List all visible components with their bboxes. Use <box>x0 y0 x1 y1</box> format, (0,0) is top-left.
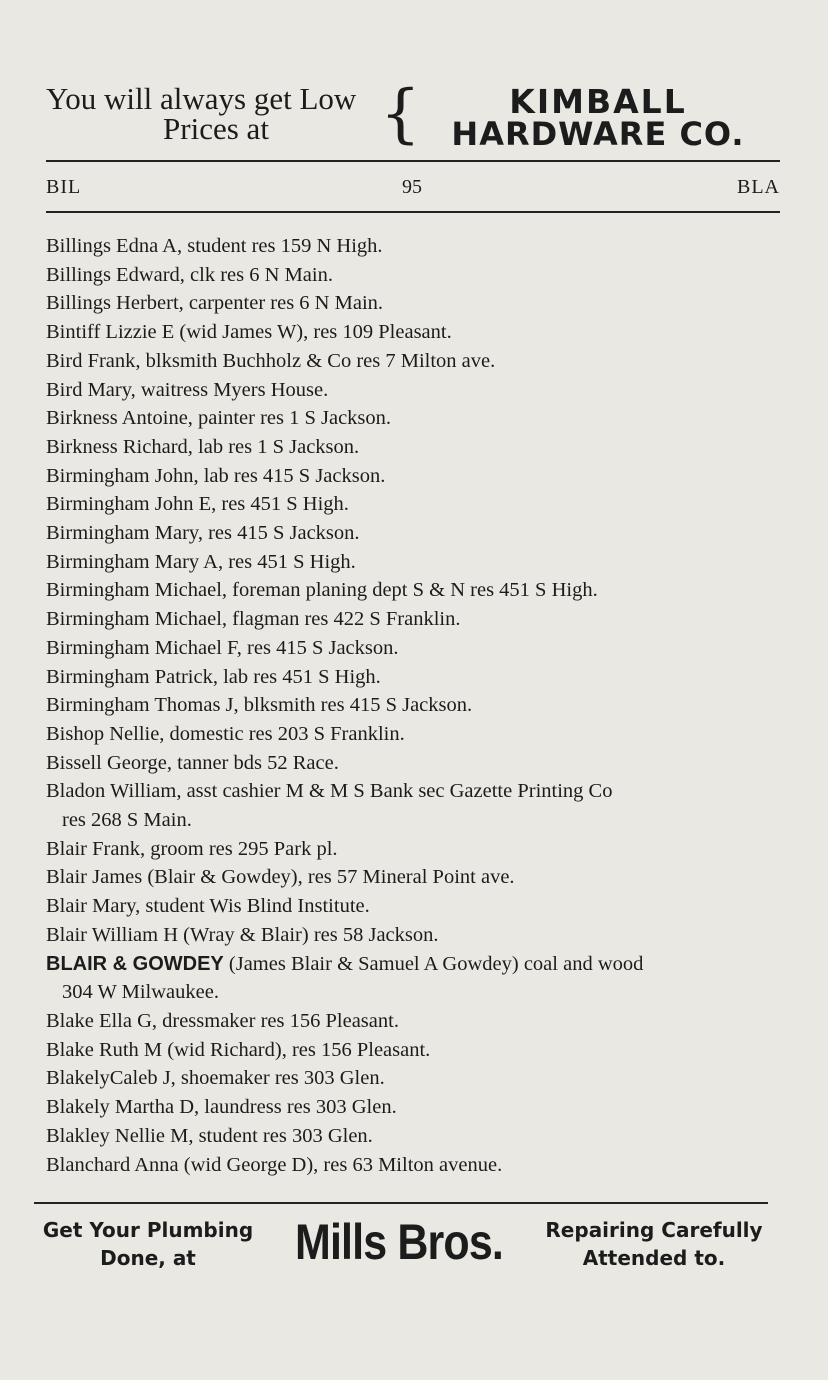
directory-entry <box>36 347 796 376</box>
directory-entry <box>36 404 796 433</box>
directory-entry <box>36 490 796 519</box>
entry-text: Birkness Richard, lab res 1 S Jackson. <box>46 435 360 458</box>
entry-text: Birmingham Patrick, lab res 451 S High. <box>46 665 381 688</box>
bottom-ad-left <box>30 1216 266 1272</box>
top-ad-company-line2: HARDWARE CO. <box>451 115 745 153</box>
top-ad-slogan <box>46 81 386 146</box>
entry-text: Blakely Martha D, laundress res 303 Glen. <box>46 1096 397 1119</box>
directory-entry <box>36 376 796 405</box>
top-ad-company-line1: KIMBALL <box>509 82 687 121</box>
directory-entries <box>36 232 796 1179</box>
entry-text: Birmingham Michael F, res 415 S Jackson. <box>46 636 399 659</box>
entry-text: Billings Edward, clk res 6 N Main. <box>46 263 333 286</box>
bottom-ad-left-line1: Get Your Plumbing <box>42 1218 254 1242</box>
directory-entry <box>36 777 796 834</box>
directory-entry <box>36 1093 796 1122</box>
entry-text: Bird Mary, waitress Myers House. <box>46 378 329 401</box>
bottom-ad-left-line2: Done, at <box>100 1246 196 1270</box>
directory-entry <box>36 261 796 290</box>
directory-entry <box>36 1122 796 1151</box>
entry-text: Billings Herbert, carpenter res 6 N Main. <box>46 292 384 315</box>
entry-text: Blake Ella G, dressmaker res 156 Pleasant. <box>46 1009 399 1032</box>
entry-text: Blair Frank, groom res 295 Park pl. <box>46 837 338 860</box>
top-advertisement <box>0 77 828 154</box>
directory-entry <box>36 519 796 548</box>
directory-entry <box>36 318 796 347</box>
directory-entry <box>36 1151 796 1180</box>
entry-text: Blair James (Blair & Gowdey), res 57 Mineral Point ave. <box>46 866 515 889</box>
directory-entry <box>36 289 796 318</box>
entry-text: Blanchard Anna (wid George D), res 63 Milton avenue. <box>46 1153 503 1176</box>
top-ad-slogan-line2: Prices at <box>163 111 269 146</box>
bottom-advertisement <box>0 1212 828 1282</box>
directory-entry <box>36 1036 796 1065</box>
entry-continuation: 304 W Milwaukee. <box>62 981 219 1004</box>
directory-entry <box>36 663 796 692</box>
bottom-ad-company: Mills Bros. <box>295 1214 503 1270</box>
directory-entry <box>36 576 796 605</box>
entry-text: Bladon William, asst cashier M & M S Bank sec Gazette Printing Co <box>46 780 613 803</box>
entry-text: Blake Ruth M (wid Richard), res 156 Pleasant. <box>46 1038 431 1061</box>
directory-entry <box>36 892 796 921</box>
directory-entry <box>36 433 796 462</box>
directory-entry <box>36 605 796 634</box>
bottom-rule <box>34 1202 768 1204</box>
directory-entry <box>36 634 796 663</box>
entry-text: Blakley Nellie M, student res 303 Glen. <box>46 1124 373 1147</box>
entry-text: Birmingham Michael, flagman res 422 S Franklin. <box>46 608 461 631</box>
directory-entry <box>36 720 796 749</box>
entry-text: Birmingham John E, res 451 S High. <box>46 493 349 516</box>
bottom-ad-right-line2: Attended to. <box>582 1246 726 1270</box>
entry-text: Birmingham Mary A, res 451 S High. <box>46 550 356 573</box>
entry-continuation: res 268 S Main. <box>62 809 192 832</box>
bottom-ad-right-line1: Repairing Carefully <box>545 1218 763 1242</box>
page-number: 95 <box>402 176 422 198</box>
top-ad-company <box>412 82 784 153</box>
entry-text: Blair Mary, student Wis Blind Institute. <box>46 895 370 918</box>
running-head-right: BLA <box>737 176 780 198</box>
entry-text: Billings Edna A, student res 159 N High. <box>46 235 383 257</box>
running-head <box>46 176 780 202</box>
directory-entry <box>36 462 796 491</box>
entry-text: Bishop Nellie, domestic res 203 S Franklin. <box>46 722 405 745</box>
entry-text: Bird Frank, blksmith Buchholz & Co res 7 Milton ave. <box>46 349 496 372</box>
top-rule <box>46 160 780 162</box>
directory-entry <box>36 232 796 261</box>
entry-text: (James Blair & Samuel A Gowdey) coal and wood <box>223 952 644 975</box>
entry-text: Blair William H (Wray & Blair) res 58 Jackson. <box>46 923 439 946</box>
running-head-left: BIL <box>46 176 82 198</box>
bottom-ad-right <box>534 1216 774 1272</box>
directory-entry <box>36 1007 796 1036</box>
directory-entry <box>36 863 796 892</box>
directory-entry <box>36 691 796 720</box>
entry-text: Birmingham Thomas J, blksmith res 415 S Jackson. <box>46 694 473 717</box>
entry-text: BlakelyCaleb J, shoemaker res 303 Glen. <box>46 1067 385 1090</box>
entry-text: Birmingham John, lab res 415 S Jackson. <box>46 464 386 487</box>
header-rule <box>46 211 780 213</box>
entry-text: Bissell George, tanner bds 52 Race. <box>46 751 339 774</box>
entry-text: Bintiff Lizzie E (wid James W), res 109 Pleasant. <box>46 321 452 344</box>
top-ad-brace: { <box>380 77 421 151</box>
directory-entry <box>36 921 796 950</box>
directory-entry <box>36 950 796 1007</box>
entry-firm-name: BLAIR & GOWDEY <box>46 952 224 975</box>
directory-entry <box>36 835 796 864</box>
entry-text: Birmingham Michael, foreman planing dept S & N res 451 S High. <box>46 579 598 602</box>
directory-entry <box>36 548 796 577</box>
top-ad-slogan-line1: You will always get Low <box>46 81 357 116</box>
entry-text: Birmingham Mary, res 415 S Jackson. <box>46 522 360 545</box>
directory-entry <box>36 749 796 778</box>
entry-text: Birkness Antoine, painter res 1 S Jackson. <box>46 407 392 430</box>
directory-entry <box>36 1064 796 1093</box>
